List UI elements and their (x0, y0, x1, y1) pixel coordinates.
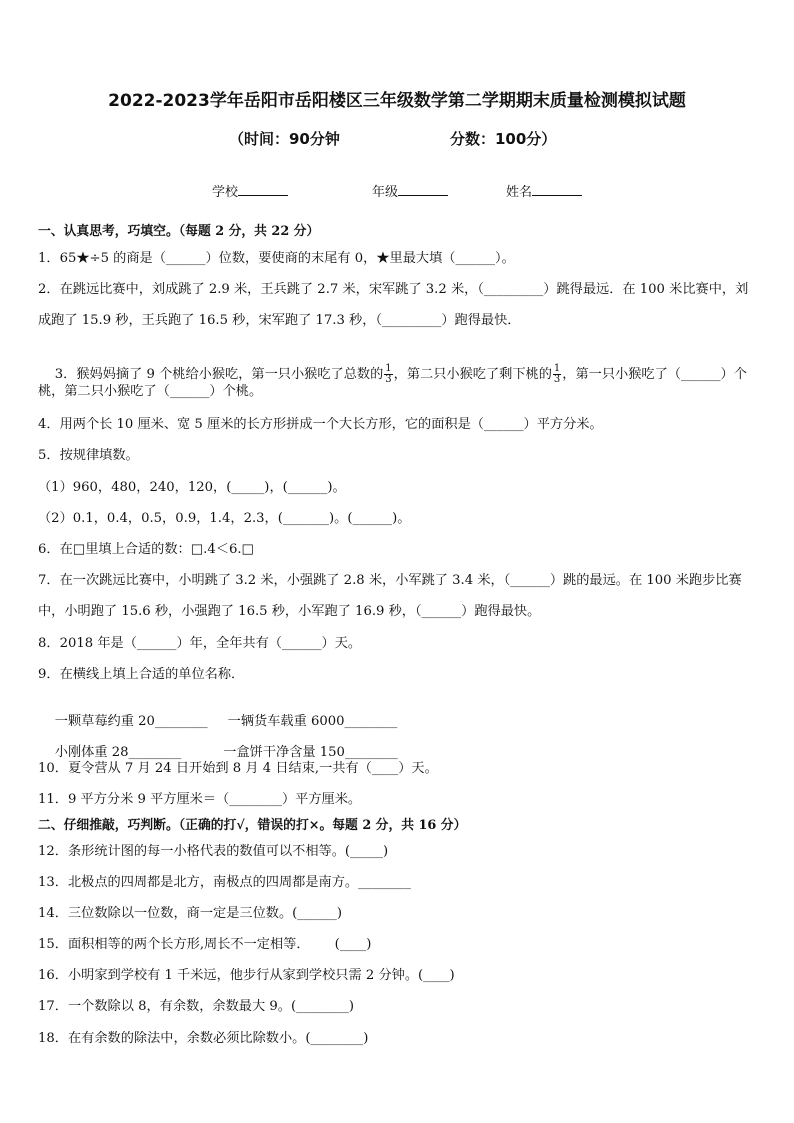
question-9-item-truck: 一辆货车载重 6000________ (227, 714, 398, 729)
question-12: 12．条形统计图的每一小格代表的数值可以不相等。(_____) (38, 844, 389, 859)
school-field (212, 181, 288, 200)
fraction-numerator-2: 1 (553, 363, 561, 374)
question-5-part-2: （2）0.1，0.4，0.5，0.9，1.4，2.3，(_______)。(______)。 (38, 511, 411, 526)
question-4: 4．用两个长 10 厘米、宽 5 厘米的长方形拼成一个大长方形，它的面积是（______）平方分米。 (38, 417, 603, 432)
question-18: 18．在有余数的除法中，余数必须比除数小。(________) (38, 1031, 369, 1046)
fraction-one-third-2 (553, 364, 561, 385)
question-8: 8．2018 年是（______）年，全年共有（______）天。 (38, 636, 362, 651)
question-17: 17．一个数除以 8，有余数，余数最大 9。(________) (38, 999, 354, 1014)
question-3-text-a: 3．猴妈妈摘了 9 个桃给小猴吃，第一只小猴吃了总数的 (54, 367, 384, 382)
section-1-heading: 一、认真思考，巧填空。（每题 2 分，共 22 分） (38, 224, 320, 239)
question-15: 15．面积相等的两个长方形,周长不一定相等． (____) (38, 937, 372, 952)
fraction-one-third (384, 364, 392, 385)
question-9: 9．在横线上填上合适的单位名称． (38, 667, 245, 682)
fraction-denominator: 3 (385, 374, 392, 385)
question-1: 1．65★÷5 的商是（______）位数，要使商的末尾有 0，★里最大填（______）。 (38, 251, 515, 266)
school-label: 学校 (212, 185, 239, 200)
question-3-text-b: ，第二只小猴吃了剩下桃的 (393, 367, 552, 382)
question-5-part-1: （1）960，480，240，120，(_____)，(______)。 (38, 480, 346, 495)
question-9-item-strawberry: 一颗草莓约重 20________ (54, 714, 208, 729)
name-field (506, 181, 582, 200)
question-3-line-2: 桃，第二只小猴吃了（______）个桃。 (38, 384, 263, 399)
question-2-line-1: 2．在跳远比赛中，刘成跳了 2.9 米，王兵跳了 2.7 米，宋军跳了 3.2 米，（_________）跳得最远．在 100 米比赛中，刘 (38, 282, 749, 297)
school-blank (238, 183, 288, 196)
page-title: 2022-2023学年岳阳市岳阳楼区三年级数学第二学期期末质量检测模拟试题 (108, 91, 686, 111)
question-6: 6．在□里填上合适的数：□.4＜6.□ (38, 542, 254, 557)
grade-blank (398, 183, 448, 196)
question-14: 14．三位数除以一位数，商一定是三位数。(______) (38, 906, 343, 921)
question-9-item-weight: 小刚体重 28________ (54, 745, 182, 760)
grade-label: 年级 (372, 185, 399, 200)
question-11: 11．9 平方分米 9 平方厘米＝（________）平方厘米。 (38, 792, 362, 807)
question-3-text-c: ，第一只小猴吃了（______）个 (562, 367, 747, 382)
question-10: 10．夏令营从 7 月 24 日开始到 8 月 4 日结束,一共有（____）天。 (38, 761, 438, 776)
question-13: 13．北极点的四周都是北方，南极点的四周都是南方。________ (38, 875, 411, 890)
question-5: 5．按规律填数。 (38, 448, 139, 463)
name-blank (532, 183, 582, 196)
name-label: 姓名 (506, 185, 533, 200)
fraction-numerator: 1 (385, 363, 392, 374)
question-7-line-1: 7．在一次跳远比赛中，小明跳了 3.2 米，小强跳了 2.8 米，小军跳了 3.4 米，（______）跳的最远。在 100 米跑步比赛 (38, 573, 742, 588)
section-2-heading: 二、仔细推敲，巧判断。（正确的打√，错误的打×。每题 2 分，共 16 分） (38, 818, 467, 833)
question-2-line-2: 成跑了 15.9 秒，王兵跑了 16.5 秒，宋军跑了 17.3 秒，（_________）跑得最快． (38, 313, 521, 328)
time-label: （时间：90分钟 (229, 130, 340, 148)
question-16: 16．小明家到学校有 1 千米远，他步行从家到学校只需 2 分钟。(____) (38, 968, 455, 983)
question-7-line-2: 中，小明跑了 15.6 秒，小强跑了 16.5 秒，小军跑了 16.9 秒，（______）跑得最快。 (38, 604, 541, 619)
grade-field (372, 181, 448, 200)
question-9-item-biscuits: 一盒饼干净含量 150________ (223, 745, 398, 760)
fraction-denominator-2: 3 (553, 374, 561, 385)
score-label: 分数：100分） (450, 130, 557, 148)
